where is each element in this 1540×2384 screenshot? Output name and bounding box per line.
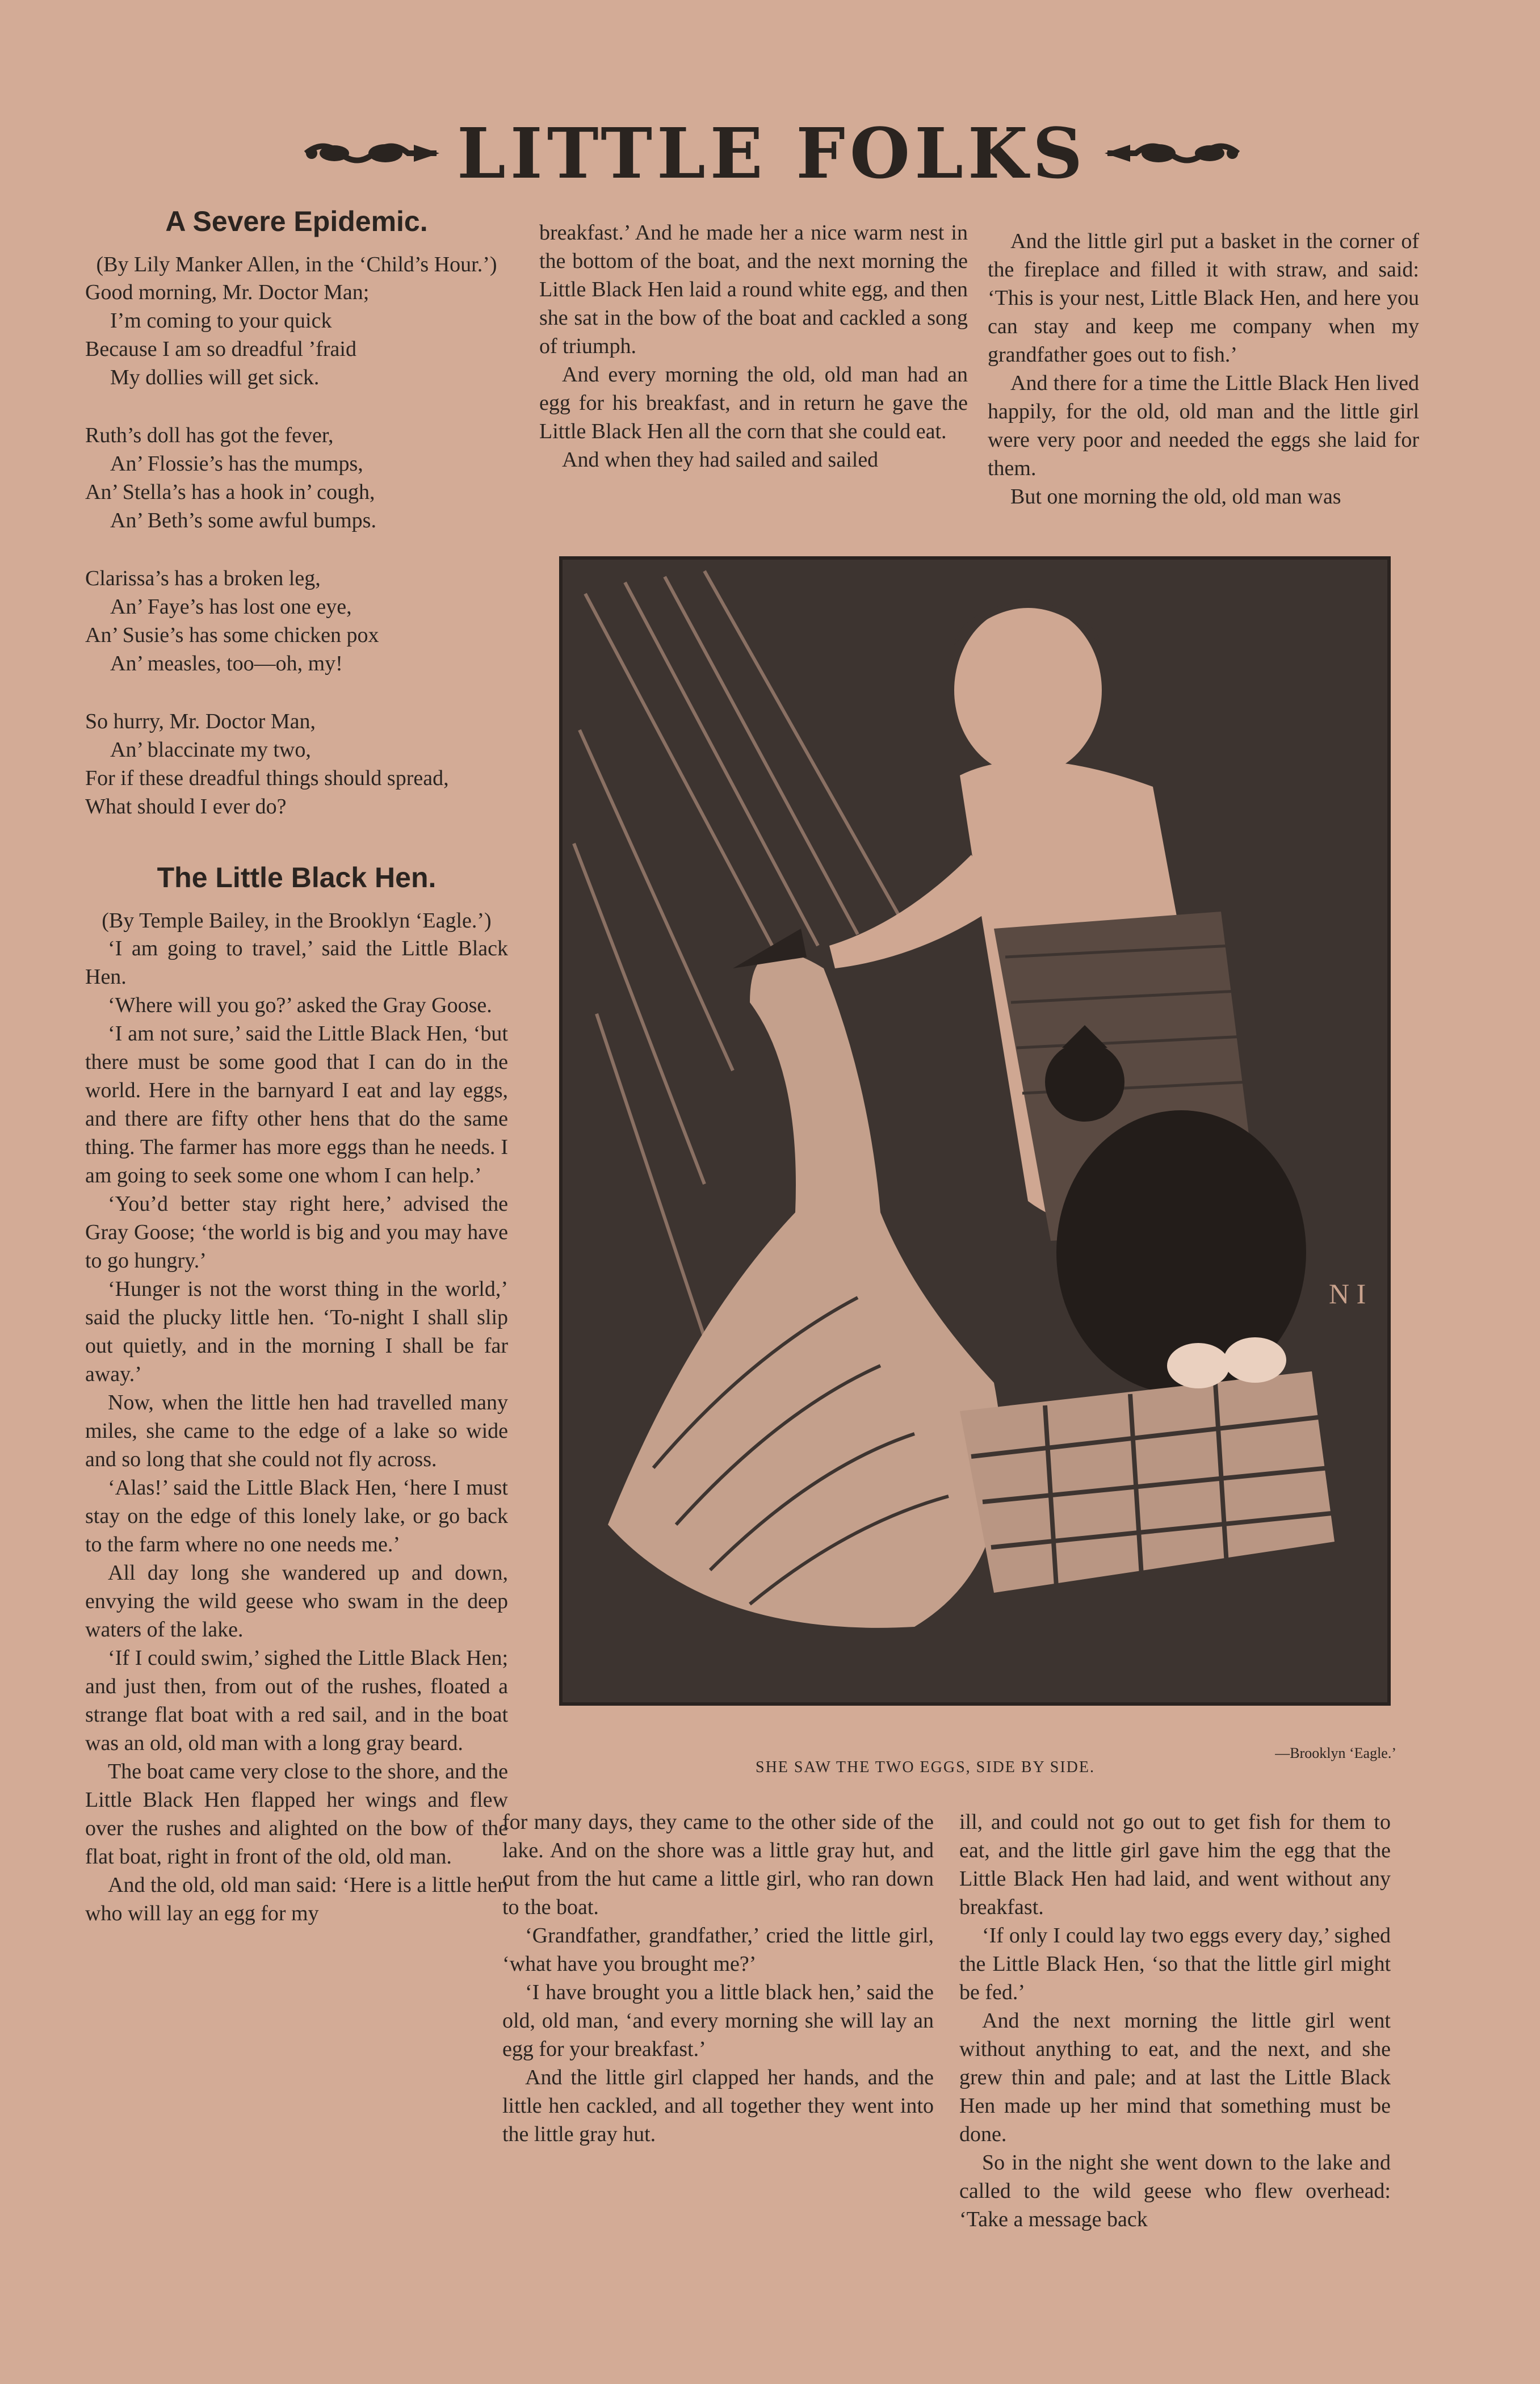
poem [85,278,508,821]
paragraph: ‘Hunger is not the worst thing in the world,’ said the plucky little hen. ‘To-night I shall slip out quietly, and in the morning I shall be far away.’ [85,1277,508,1386]
paragraph: ‘You’d better stay right here,’ advised the Gray Goose; ‘the world is big and you may have to go hungry.’ [85,1192,508,1273]
poem-line: Because I am so dreadful ’fraid [85,337,356,361]
poem-stanza-4 [85,707,508,821]
paragraph: for many days, they came to the other side of the lake. And on the shore was a little gray hut, and out from the hut came a little girl, who ran down to the boat. [502,1810,934,1919]
column-3-bottom [959,1808,1391,2234]
paragraph: And the old, old man said: ‘Here is a little hen who will lay an egg for my [85,1873,508,1925]
column-3-top [988,227,1419,511]
masthead [284,111,1260,196]
masthead-title: LITTLE FOLKS [456,112,1088,194]
paragraph: ‘If I could swim,’ sighed the Little Black Hen; and just then, from out of the rushes, floated a strange flat boat with a red sail, and in the boat was an old, old man with a long gray beard. [85,1646,508,1755]
right-ornament-icon [1102,133,1244,173]
column-2-top [539,219,968,474]
paragraph: ‘I am going to travel,’ said the Little Black Hen. [85,937,508,989]
poem-line: Good morning, Mr. Doctor Man; [85,280,370,304]
paragraph: All day long she wandered up and down, envying the wild geese who swam in the deep waters of the lake. [85,1561,508,1642]
poem-line: What should I ever do? [85,795,287,819]
poem-stanza-1 [85,278,508,392]
girl-and-hens-woodcut-icon [563,560,1387,1702]
poem-line: An’ Stella’s has a hook in’ cough, [85,480,375,504]
poem-line: An’ Susie’s has some chicken pox [85,623,379,647]
paragraph: breakfast.’ And he made her a nice warm nest in the bottom of the boat, and the next morning the Little Black Hen laid a round white egg, and then she sat in the bow of the boat and cackled a song of triumph. [539,221,968,358]
paragraph: But one morning the old, old man was [1010,485,1341,509]
illustration-credit: —Brooklyn ‘Eagle.’ [1275,1745,1396,1761]
paragraph: And the little girl clapped her hands, and the little hen cackled, and all together they went into the little gray hut. [502,2066,934,2146]
paragraph: And when they had sailed and sailed [562,448,879,472]
poem-line: An’ Faye’s has lost one eye, [110,595,352,619]
paragraph: Now, when the little hen had travelled many miles, she came to the edge of a lake so wide and so long that she could not fly across. [85,1391,508,1471]
monogram: N I [1329,1278,1366,1309]
paragraph: And the next morning the little girl went without anything to eat, and the next, and she grew thin and pale; and at last the Little Black Hen made up her mind that something must be done. [959,2009,1391,2146]
paragraph: And the little girl put a basket in the corner of the fireplace and filled it with straw, and said: ‘This is your nest, Little Black Hen, and here you can stay and keep me company when my grandfather goes out to fish.’ [988,229,1419,367]
paragraph: ‘Where will you go?’ asked the Gray Goose. [108,993,492,1017]
column-1 [85,204,508,1928]
poem-line: An’ blaccinate my two, [110,738,311,762]
paragraph: And there for a time the Little Black Hen lived happily, for the old, old man and the little girl were very poor and needed the eggs she laid for them. [988,371,1419,480]
left-ornament-icon [300,133,442,173]
poem-line: My dollies will get sick. [110,366,320,389]
illustration-caption: SHE SAW THE TWO EGGS, SIDE BY SIDE. [756,1758,1095,1776]
epidemic-title: A Severe Epidemic. [165,205,428,237]
poem-line: I’m coming to your quick [110,309,332,333]
hen-title: The Little Black Hen. [157,862,437,893]
poem-line: Clarissa’s has a broken leg, [85,566,321,590]
hen-byline: (By Temple Bailey, in the Brooklyn ‘Eagle.’) [102,909,492,933]
paragraph: ‘I am not sure,’ said the Little Black Hen, ‘but there must be some good that I can do in the world. Here in the barnyard I eat and lay eggs, and there are fifty other hens that do the same thing. The farmer has more eggs than he needs. I am going to seek some one whom I can help.’ [85,1022,508,1187]
poem-stanza-3 [85,564,508,678]
poem-line: An’ Beth’s some awful bumps. [110,509,376,532]
paragraph: ‘Grandfather, grandfather,’ cried the little girl, ‘what have you brought me?’ [502,1924,934,1976]
paragraph: ‘Alas!’ said the Little Black Hen, ‘here I must stay on the edge of this lonely lake, or go back to the farm where no one needs me.’ [85,1476,508,1556]
column-2-bottom [502,1808,934,2148]
poem-line: An’ measles, too—oh, my! [110,652,343,675]
poem-line: For if these dreadful things should spread, [85,766,449,790]
paragraph: So in the night she went down to the lake and called to the wild geese who flew overhead: ‘Take a message back [959,2151,1391,2231]
illustration [559,556,1391,1706]
poem-line: An’ Flossie’s has the mumps, [110,452,363,476]
paragraph: ‘I have brought you a little black hen,’ said the old, old man, ‘and every morning she will lay an egg for your breakfast.’ [502,1980,934,2061]
paragraph: ‘If only I could lay two eggs every day,’ sighed the Little Black Hen, ‘so that the little girl might be fed.’ [959,1924,1391,2004]
poem-line: Ruth’s doll has got the fever, [85,423,334,447]
paragraph: And every morning the old, old man had an egg for his breakfast, and in return he gave the Little Black Hen all the corn that she could eat. [539,363,968,443]
paragraph: The boat came very close to the shore, and the Little Black Hen flapped her wings and flew over the rushes and alighted on the bow of the flat boat, right in front of the old, old man. [85,1760,508,1869]
poem-line: So hurry, Mr. Doctor Man, [85,710,316,733]
poem-stanza-2 [85,421,508,535]
paragraph: ill, and could not go out to get fish for them to eat, and the little girl gave him the egg that the Little Black Hen had laid, and went without any breakfast. [959,1810,1391,1919]
epidemic-byline: (By Lily Manker Allen, in the ‘Child’s Hour.’) [96,253,497,276]
